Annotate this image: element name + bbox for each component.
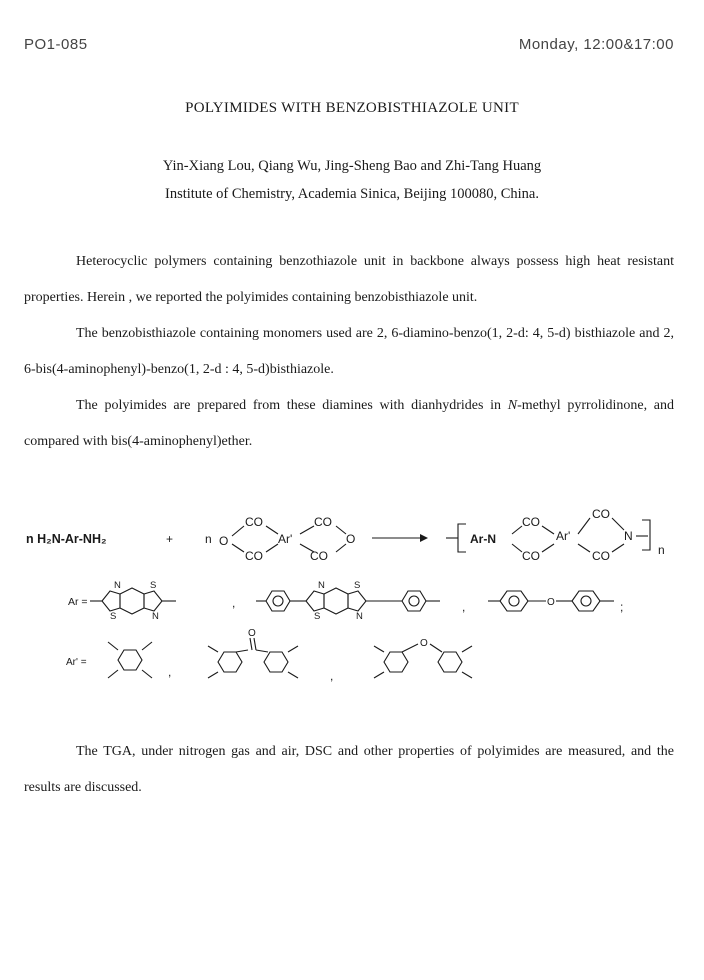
abstract-code: PO1-085 — [24, 36, 88, 53]
atom-n-2: N — [152, 611, 159, 622]
atom-s-2: S — [150, 580, 157, 591]
paragraph-preparation-text-b: -methyl pyrrolidinone, and compared with bis(4-aminophenyl)ether. — [24, 398, 674, 449]
atom-s-3: S — [314, 611, 321, 622]
atom-n-3: N — [318, 580, 325, 591]
ar-prime-core: Ar' — [278, 532, 293, 546]
ar-label: Ar = — [68, 596, 88, 608]
polymer-carbonyl-3: CO — [592, 507, 610, 521]
comma-3: , — [168, 665, 172, 679]
oxygen-right: O — [346, 532, 356, 546]
carbonyl-oxygen: O — [248, 628, 256, 639]
semicolon: ; — [620, 600, 624, 614]
polymer-ar-n: Ar-N — [470, 532, 496, 546]
paper-title: POLYIMIDES WITH BENZOBISTHIAZOLE UNIT — [185, 100, 519, 116]
paragraph-intro-text: Heterocyclic polymers containing benzothiazole unit in backbone always possess high heat resistant properties. Herein , we reported the polyimides containing benzobisthiazole unit. — [24, 254, 674, 305]
comma-1: , — [232, 596, 236, 610]
coefficient-n: n — [205, 532, 212, 546]
polymer-nitrogen: N — [624, 529, 633, 543]
polymer-carbonyl-2: CO — [522, 549, 540, 563]
ether-oxygen-2: O — [420, 638, 428, 649]
authors: Yin-Xiang Lou, Qiang Wu, Jing-Sheng Bao and Zhi-Tang Huang — [162, 158, 542, 174]
ar-prime-label: Ar' = — [66, 657, 87, 668]
paragraph-monomers-text: The benzobisthiazole containing monomers used are 2, 6-diamino-benzo(1, 2-d: 4, 5-d) bisthiazole and 2, 6-bis(4-aminophenyl)-benzo(1, 2-d : 4, 5-d)bisthiazole. — [24, 326, 674, 377]
atom-s-1: S — [110, 611, 117, 622]
paragraph-intro — [24, 244, 674, 316]
carbonyl-2: CO — [245, 549, 263, 563]
carbonyl-1: CO — [245, 515, 263, 529]
atom-n-4: N — [356, 611, 363, 622]
polymer-ar-prime: Ar' — [556, 529, 571, 543]
paragraph-monomers — [24, 316, 674, 388]
session-time: Monday, 12:00&17:00 — [518, 36, 674, 53]
paragraph-results — [24, 734, 674, 806]
polymer-carbonyl-4: CO — [592, 549, 610, 563]
oxygen-left: O — [219, 534, 229, 548]
comma-2: , — [462, 600, 466, 614]
carbonyl-4: CO — [310, 549, 328, 563]
carbonyl-3: CO — [314, 515, 332, 529]
paragraph-results-text: The TGA, under nitrogen gas and air, DSC and other properties of polyimides are measured, and the results are discussed. — [24, 744, 674, 795]
atom-s-4: S — [354, 580, 361, 591]
reaction-scheme — [0, 490, 704, 710]
affiliation: Institute of Chemistry, Academia Sinica, Beijing 100080, China. — [165, 186, 539, 202]
paragraph-preparation-text-a: The polyimides are prepared from these diamines with dianhydrides in — [76, 398, 508, 413]
ether-oxygen-1: O — [547, 597, 555, 608]
atom-n-1: N — [114, 580, 121, 591]
polymer-carbonyl-1: CO — [522, 515, 540, 529]
plus-sign: + — [166, 532, 174, 546]
paragraph-preparation-italic-n: N — [507, 398, 518, 413]
polymer-repeat-n: n — [658, 543, 665, 557]
arrow-head-icon — [420, 534, 428, 542]
paragraph-preparation — [24, 388, 674, 460]
diamine-formula: n H₂N-Ar-NH₂ — [26, 532, 107, 546]
comma-4: , — [330, 669, 334, 683]
